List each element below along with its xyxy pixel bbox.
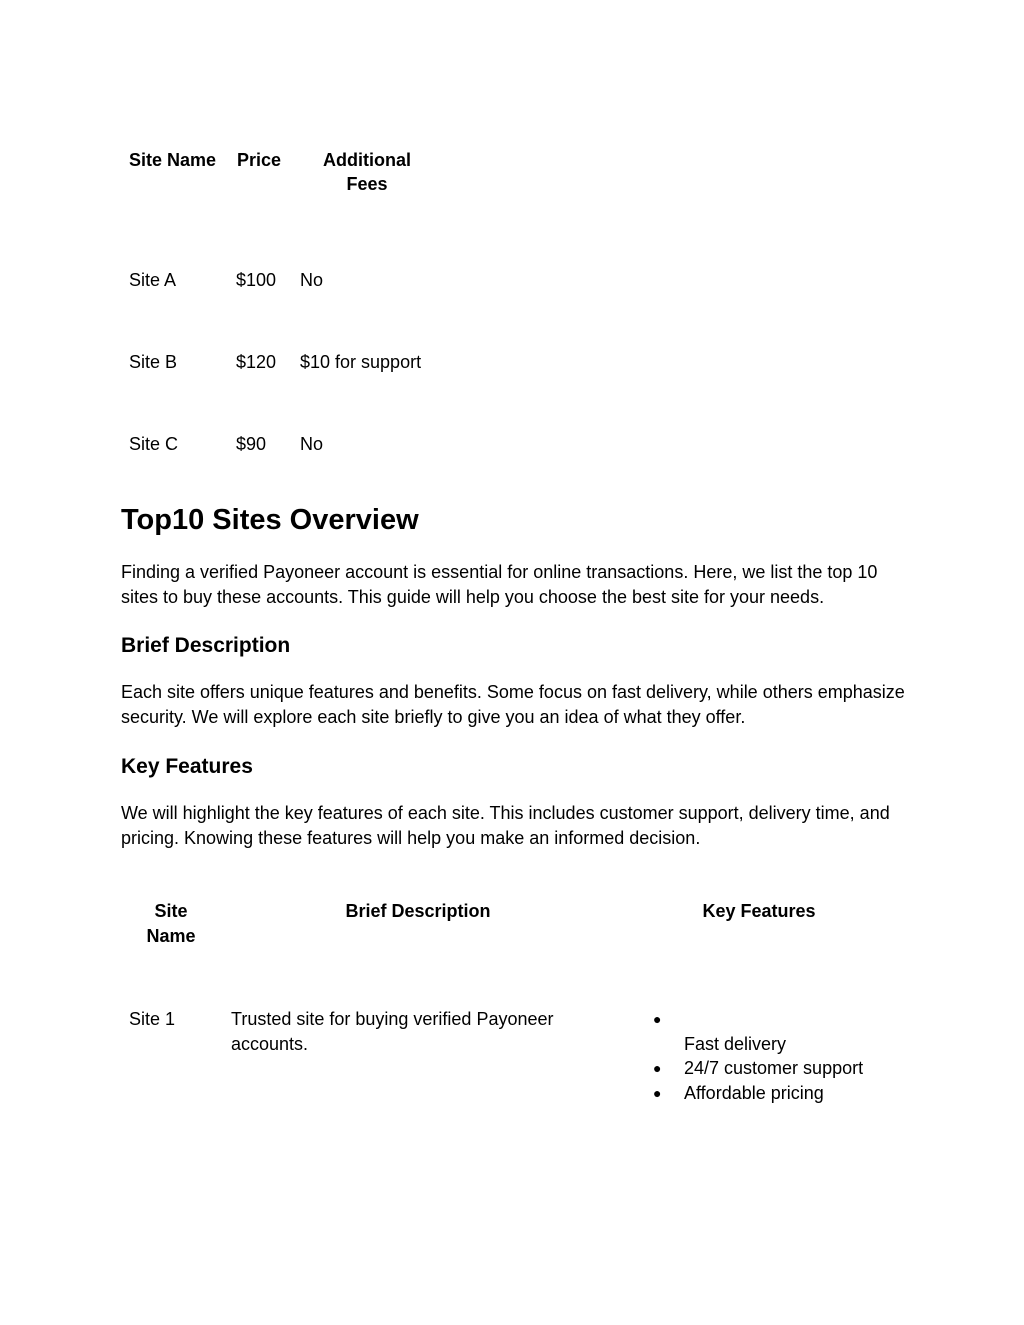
fees-cell: No bbox=[300, 270, 324, 290]
bullet-icon: ● bbox=[653, 1060, 662, 1076]
price-cell: $120 bbox=[236, 352, 277, 372]
site-name-cell: Site C bbox=[129, 434, 179, 454]
features-cell bbox=[653, 1007, 903, 1105]
overview-title: Top10 Sites Overview bbox=[121, 504, 419, 536]
list-item bbox=[653, 1007, 903, 1032]
sites-table bbox=[121, 897, 911, 1115]
header-key-features: Key Features bbox=[702, 901, 816, 921]
fees-cell: $10 for support bbox=[300, 352, 422, 372]
brief-description-heading: Brief Description bbox=[121, 634, 291, 657]
header-price: Price bbox=[237, 150, 282, 170]
price-cell: $100 bbox=[236, 270, 277, 290]
table-header-row bbox=[121, 897, 911, 1005]
key-features-text: We will highlight the key features of each site. This includes customer support, delivery time, and pricing. Knowing these features will help you make an informed decision. bbox=[121, 803, 890, 848]
fees-cell: No bbox=[300, 434, 324, 454]
site-name-cell: Site B bbox=[129, 352, 178, 372]
brief-description-text: Each site offers unique features and benefits. Some focus on fast delivery, while others emphasize security. We will explore each site briefly to give you an idea of what they offer. bbox=[121, 682, 905, 727]
list-item bbox=[653, 1032, 903, 1057]
header-site-name: Site Name bbox=[146, 901, 196, 946]
header-additional-fees: Additional Fees bbox=[323, 150, 411, 194]
feature-text: 24/7 customer support bbox=[684, 1058, 864, 1078]
feature-text: Affordable pricing bbox=[684, 1082, 824, 1103]
overview-intro: Finding a verified Payoneer account is essential for online transactions. Here, we list the top 10 sites to buy these accounts. This guide will help you choose the best site for your needs. bbox=[121, 562, 878, 607]
header-brief-description: Brief Description bbox=[345, 901, 491, 921]
key-features-heading: Key Features bbox=[121, 755, 253, 778]
list-item bbox=[653, 1081, 903, 1106]
bullet-icon: ● bbox=[653, 1011, 662, 1027]
features-list bbox=[653, 1007, 903, 1105]
feature-text: Fast delivery bbox=[684, 1033, 787, 1054]
table-row bbox=[121, 1005, 911, 1115]
bullet-icon: ● bbox=[653, 1084, 662, 1101]
header-site-name: Site Name bbox=[129, 150, 217, 170]
list-item bbox=[653, 1056, 903, 1081]
site-name-cell: Site A bbox=[129, 270, 177, 290]
description-cell: Trusted site for buying verified Payoneer accounts. bbox=[231, 1009, 554, 1054]
site-name-cell: Site 1 bbox=[129, 1009, 176, 1029]
price-cell: $90 bbox=[236, 434, 267, 454]
